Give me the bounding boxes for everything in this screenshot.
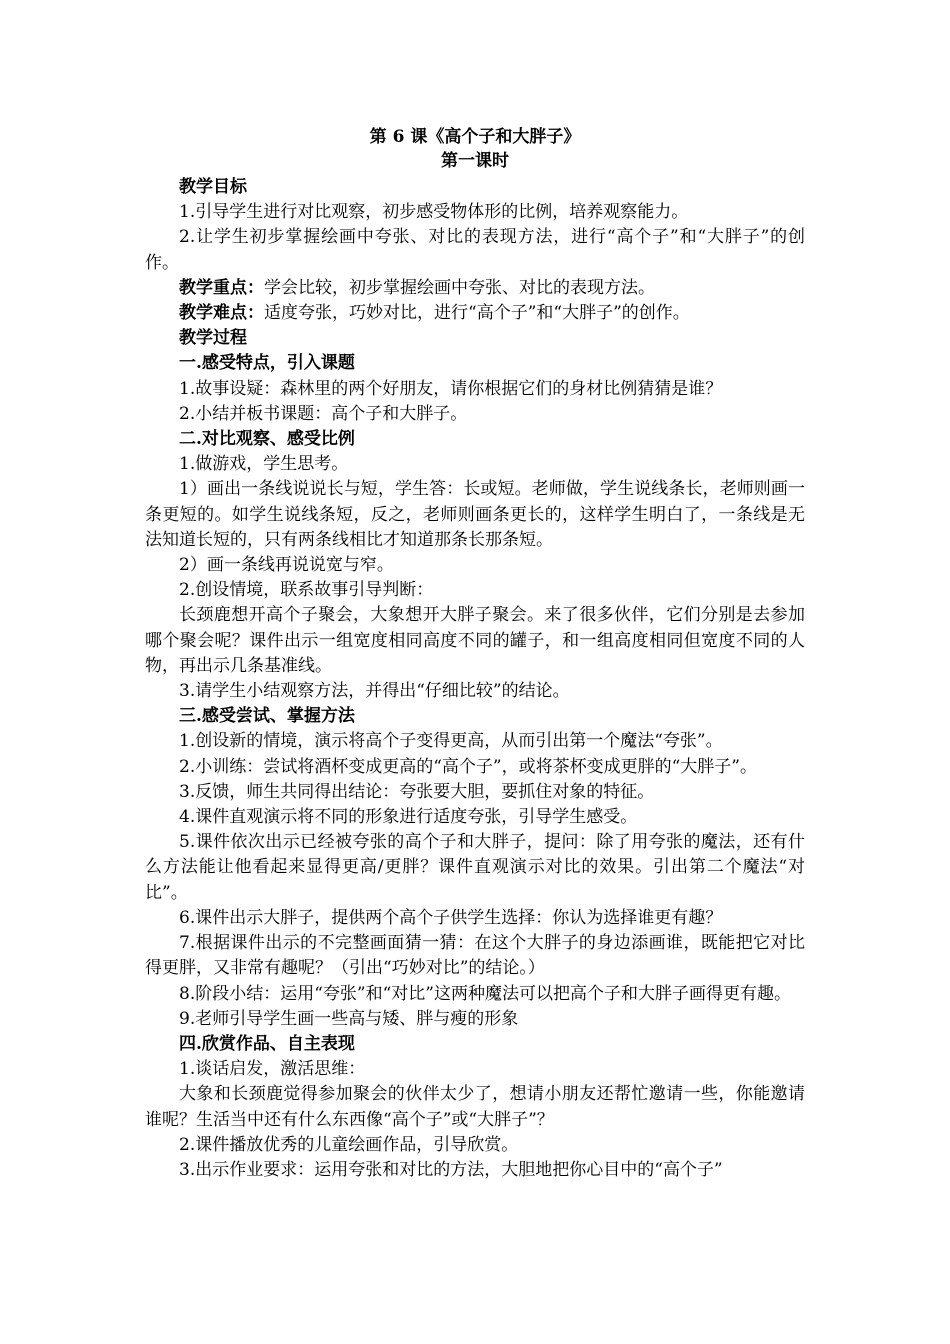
section-item: 3.反馈，师生共同得出结论：夸张要大胆，要抓住对象的特征。 xyxy=(179,781,655,802)
page-title: 第 6 课《高个子和大胖子》 xyxy=(369,127,581,147)
section-item: 4.课件直观演示将不同的形象进行适度夸张，引导学生感受。 xyxy=(179,807,638,828)
section-item: 2.创设情境，联系故事引导判断： xyxy=(179,580,434,601)
goal-item: 1.引导学生进行对比观察，初步感受物体形的比例，培养观察能力。 xyxy=(179,202,689,223)
section-item: 3.出示作业要求：运用夸张和对比的方法，大胆地把你心目中的“高个子” xyxy=(179,1159,723,1180)
section-item: 1.谈话启发，激活思维： xyxy=(179,1059,366,1080)
section-item: 8.阶段小结：运用“夸张”和“对比”这两种魔法可以把高个子和大胖子画得更有趣。 xyxy=(179,983,791,1004)
section-item: 2.课件播放优秀的儿童绘画作品，引导欣赏。 xyxy=(179,1134,519,1155)
section-heading: 一.感受特点，引入课题 xyxy=(179,353,355,374)
section-item: 2.小结并板书课题：高个子和大胖子。 xyxy=(179,403,468,424)
goal-item: 2.让学生初步掌握绘画中夸张、对比的表现方法，进行“高个子”和“大胖子”的创作。 xyxy=(145,227,805,273)
section-item: 长颈鹿想开高个子聚会，大象想开大胖子聚会。来了很多伙伴，它们分别是去参加哪个聚会呢？课件出示一组宽度相同高度不同的罐子，和一组高度相同但宽度不同的人物，再出示几条基准线。 xyxy=(145,605,805,676)
section-item: 2.小训练：尝试将酒杯变成更高的“高个子”，或将茶杯变成更胖的“大胖子”。 xyxy=(179,756,757,777)
section-item: 6.课件出示大胖子，提供两个高个子供学生选择：你认为选择谁更有趣？ xyxy=(179,907,723,928)
section-item: 大象和长颈鹿觉得参加聚会的伙伴太少了，想请小朋友还帮忙邀请一些，你能邀请谁呢？生活当中还有什么东西像“高个子”或“大胖子”？ xyxy=(145,1084,805,1130)
key-point-label: 教学重点： xyxy=(179,277,264,298)
section-item: 1.故事设疑：森林里的两个好朋友，请你根据它们的身材比例猜猜是谁？ xyxy=(179,378,723,399)
section-item: 1.创设新的情境，演示将高个子变得更高，从而引出第一个魔法“夸张”。 xyxy=(179,731,723,752)
difficulty-label: 教学难点： xyxy=(179,303,264,324)
goals-heading: 教学目标 xyxy=(179,177,247,197)
section-item: 5.课件依次出示已经被夸张的高个子和大胖子，提问：除了用夸张的魔法，还有什么方法能让他看起来显得更高/更胖？课件直观演示对比的效果。引出第二个魔法“对比”。 xyxy=(145,832,805,903)
section-item: 9.老师引导学生画一些高与矮、胖与瘦的形象 xyxy=(179,1008,519,1029)
process-heading: 教学过程 xyxy=(179,328,247,349)
key-point xyxy=(145,276,805,301)
section-heading: 四.欣赏作品、自主表现 xyxy=(179,1033,355,1054)
key-point-text: 学会比较，初步掌握绘画中夸张、对比的表现方法。 xyxy=(264,277,655,298)
section-item: 1.做游戏，学生思考。 xyxy=(179,454,349,475)
difficulty-point xyxy=(145,301,805,326)
section-heading: 三.感受尝试、掌握方法 xyxy=(179,706,355,727)
section-item: 1）画出一条线说说长与短，学生答：长或短。老师做，学生说线条长，老师则画一条更短的。如学生说线条短，反之，老师则画条更长的，这样学生明白了，一条线是无法知道长短的，只有两条线相比才知道那条长那条短。 xyxy=(145,479,805,550)
section-heading: 二.对比观察、感受比例 xyxy=(179,429,355,450)
section-item: 7.根据课件出示的不完整画面猜一猜：在这个大胖子的身边添画谁，既能把它对比得更胖，又非常有趣呢？（引出“巧妙对比”的结论。） xyxy=(145,933,805,979)
page-subtitle: 第一课时 xyxy=(441,151,509,171)
section-item: 3.请学生小结观察方法，并得出“仔细比较”的结论。 xyxy=(179,681,570,702)
section-item: 2）画一条线再说说宽与窄。 xyxy=(179,555,394,576)
difficulty-text: 适度夸张，巧妙对比，进行“高个子”和“大胖子”的创作。 xyxy=(264,303,690,324)
